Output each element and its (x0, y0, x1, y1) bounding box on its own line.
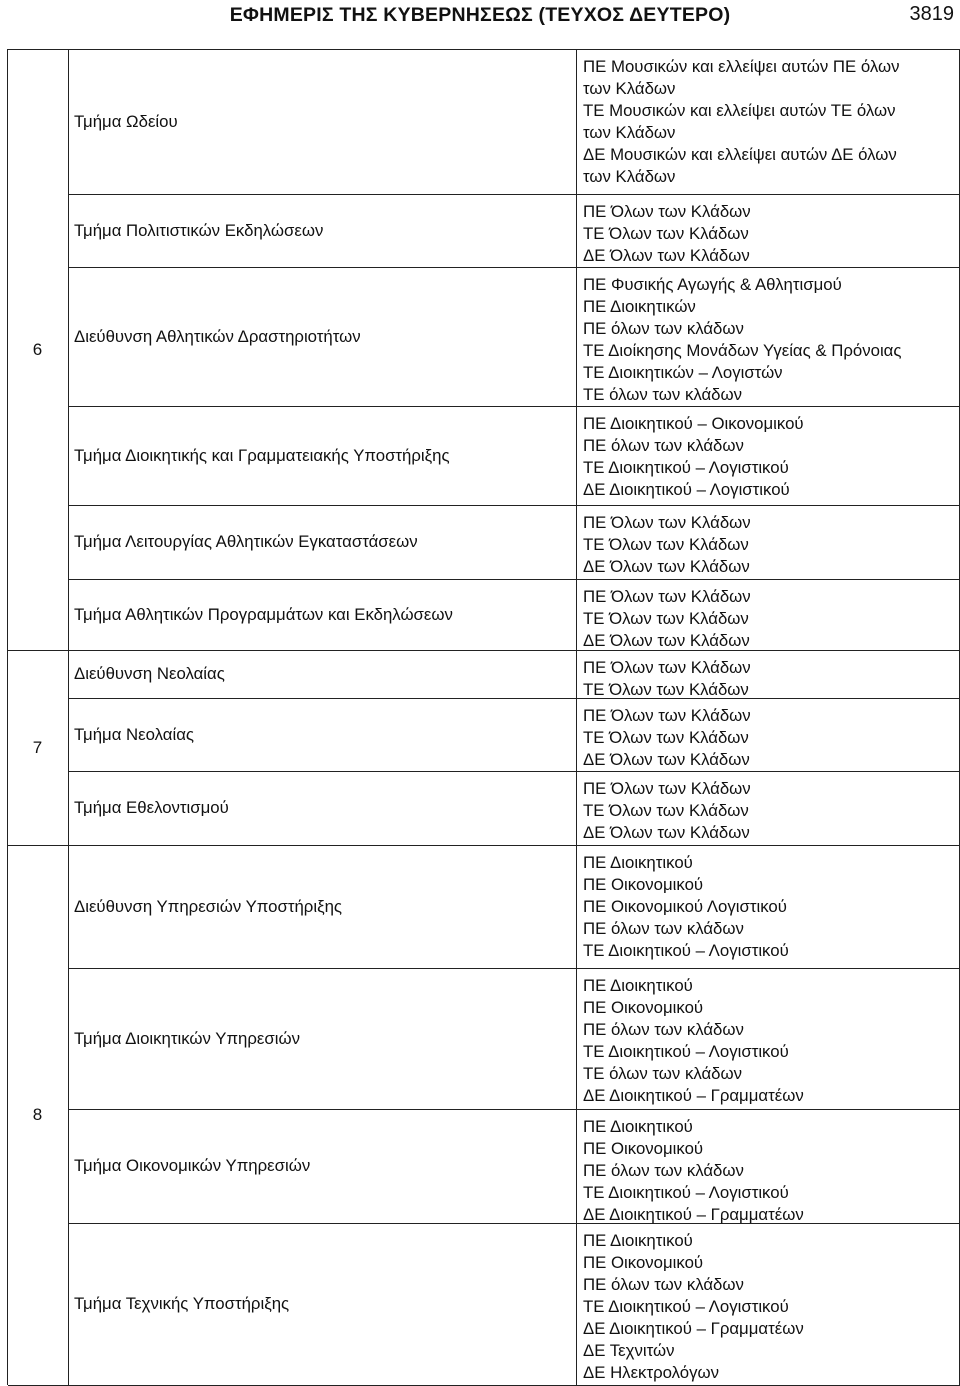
table-row (69, 651, 960, 699)
column-divider (576, 50, 577, 194)
category-item: ΠΕ Όλων των Κλάδων (583, 513, 751, 532)
table-row (69, 1224, 960, 1386)
category-item: ΠΕ Διοικητικών (583, 297, 696, 316)
category-item: ΠΕ όλων των κλάδων (583, 1275, 744, 1294)
table-row (69, 969, 960, 1110)
category-item: ΤΕ Όλων των Κλάδων (583, 801, 749, 820)
table-row (69, 846, 960, 969)
table-row (69, 268, 960, 407)
group-cell (8, 846, 69, 1386)
category-item: ΔΕ Τεχνιτών (583, 1341, 675, 1360)
unit-name: Τμήμα Εθελοντισμού (74, 798, 229, 817)
category-item: ΔΕ Όλων των Κλάδων (583, 631, 750, 650)
category-item: ΠΕ Όλων των Κλάδων (583, 706, 751, 725)
category-item: ΠΕ Διοικητικού (583, 1231, 693, 1250)
category-item: ΠΕ Οικονομικού (583, 875, 704, 894)
category-item: ΠΕ όλων των κλάδων (583, 436, 744, 455)
category-item: ΤΕ Όλων των Κλάδων (583, 728, 749, 747)
column-divider (576, 195, 577, 267)
category-item: ΔΕ Όλων των Κλάδων (583, 750, 750, 769)
column-divider (576, 969, 577, 1109)
category-item: ΤΕ όλων των κλάδων (583, 1064, 743, 1083)
category-item: ΤΕ όλων των κλάδων (583, 385, 743, 404)
unit-name: Τμήμα Οικονομικών Υπηρεσιών (74, 1156, 311, 1175)
category-item: ΤΕ Όλων των Κλάδων (583, 609, 749, 628)
category-list (583, 586, 960, 652)
unit-name: Τμήμα Τεχνικής Υποστήριξης (74, 1294, 290, 1313)
group-number: 8 (32, 1105, 43, 1124)
table-row (69, 1110, 960, 1224)
category-item: ΠΕ Όλων των Κλάδων (583, 779, 751, 798)
category-item: ΤΕ Διοικητικού – Λογιστικού (583, 1042, 789, 1061)
unit-name: Τμήμα Αθλητικών Προγραμμάτων και Εκδηλώσεων (74, 605, 453, 624)
page-header (0, 0, 960, 34)
unit-name: Διεύθυνση Υπηρεσιών Υποστήριξης (74, 897, 343, 916)
category-item: ΤΕ Διοικητικού – Λογιστικού (583, 458, 789, 477)
category-list (583, 852, 960, 962)
gazette-title: ΕΦΗΜΕΡΙΣ ΤΗΣ ΚΥΒΕΡΝΗΣΕΩΣ (ΤΕΥΧΟΣ ΔΕΥΤΕΡΟ) (229, 4, 731, 26)
unit-name: Τμήμα Διοικητικής και Γραμματειακής Υποστήριξης (74, 446, 450, 465)
category-item: ΔΕ Διοικητικού – Λογιστικού (583, 480, 790, 499)
category-item: ΔΕ Ηλεκτρολόγων (583, 1363, 719, 1382)
column-divider (576, 1224, 577, 1385)
category-item: ΠΕ Όλων των Κλάδων (583, 587, 751, 606)
category-list (583, 56, 960, 188)
category-item: ΠΕ όλων των κλάδων (583, 1020, 744, 1039)
table-row (69, 195, 960, 268)
category-item: ΤΕ Όλων των Κλάδων (583, 535, 749, 554)
category-item: ΤΕ Όλων των Κλάδων (583, 680, 749, 699)
column-divider (576, 651, 577, 698)
category-list (583, 1230, 960, 1384)
category-item: ΔΕ Όλων των Κλάδων (583, 823, 750, 842)
category-item: ΤΕ Όλων των Κλάδων (583, 224, 749, 243)
category-item: ΠΕ Διοικητικού (583, 976, 693, 995)
category-item: ΠΕ Όλων των Κλάδων (583, 202, 751, 221)
unit-name: Διεύθυνση Αθλητικών Δραστηριοτήτων (74, 327, 361, 346)
category-item: ΠΕ Διοικητικού (583, 1117, 693, 1136)
table-row (69, 407, 960, 506)
column-divider (576, 268, 577, 406)
column-divider (576, 772, 577, 845)
unit-name: Τμήμα Ωδείου (74, 112, 178, 131)
category-item: των Κλάδων (583, 79, 676, 98)
category-list (583, 413, 960, 501)
category-item: ΔΕ Όλων των Κλάδων (583, 246, 750, 265)
unit-name: Τμήμα Νεολαίας (74, 725, 195, 744)
category-list (583, 705, 960, 771)
category-item: ΤΕ Μουσικών και ελλείψει αυτών ΤΕ όλων (583, 101, 896, 120)
category-item: ΠΕ Όλων των Κλάδων (583, 658, 751, 677)
table-row (69, 506, 960, 580)
group-number: 7 (32, 738, 43, 757)
column-divider (576, 506, 577, 579)
category-item: ΠΕ Μουσικών και ελλείψει αυτών ΠΕ όλων (583, 57, 900, 76)
table-row (69, 699, 960, 772)
unit-name: Διεύθυνση Νεολαίας (74, 664, 225, 683)
category-item: ΠΕ Οικονομικού Λογιστικού (583, 897, 787, 916)
category-item: ΤΕ Διοικητικού – Λογιστικού (583, 941, 789, 960)
unit-name: Τμήμα Διοικητικών Υπηρεσιών (74, 1029, 300, 1048)
category-item: ΠΕ Οικονομικού (583, 1139, 704, 1158)
column-divider (576, 407, 577, 505)
category-item: ΠΕ Φυσικής Αγωγής & Αθλητισμού (583, 275, 842, 294)
page-number: 3819 (909, 3, 954, 25)
column-divider (576, 1110, 577, 1223)
category-item: ΔΕ Διοικητικού – Γραμματέων (583, 1205, 804, 1224)
table-row (69, 50, 960, 195)
category-item: ΤΕ Διοικητικού – Λογιστικού (583, 1297, 789, 1316)
category-list (583, 657, 960, 701)
category-item: ΤΕ Διοικητικού – Λογιστικού (583, 1183, 789, 1202)
category-list (583, 975, 960, 1107)
category-item: ΠΕ Διοικητικού (583, 853, 693, 872)
category-item: ΠΕ όλων των κλάδων (583, 1161, 744, 1180)
category-list (583, 1116, 960, 1226)
category-list (583, 778, 960, 844)
category-item: ΔΕ Μουσικών και ελλείψει αυτών ΔΕ όλων (583, 145, 897, 164)
category-item: ΔΕ Όλων των Κλάδων (583, 557, 750, 576)
unit-name: Τμήμα Λειτουργίας Αθλητικών Εγκαταστάσεων (74, 532, 418, 551)
group-cell (8, 651, 69, 846)
group-number: 6 (32, 340, 43, 359)
category-item: ΠΕ Οικονομικού (583, 1253, 704, 1272)
unit-name: Τμήμα Πολιτιστικών Εκδηλώσεων (74, 221, 324, 240)
group-cell (8, 50, 69, 651)
column-divider (576, 846, 577, 968)
category-item: ΤΕ Διοίκησης Μονάδων Υγείας & Πρόνοιας (583, 341, 902, 360)
category-item: των Κλάδων (583, 123, 676, 142)
category-list (583, 512, 960, 578)
category-item: ΤΕ Διοικητικών – Λογιστών (583, 363, 783, 382)
column-divider (576, 580, 577, 650)
category-list (583, 274, 960, 406)
category-item: ΠΕ όλων των κλάδων (583, 919, 744, 938)
category-list (583, 201, 960, 267)
category-item: ΠΕ όλων των κλάδων (583, 319, 744, 338)
table-row (69, 772, 960, 846)
category-item: ΔΕ Διοικητικού – Γραμματέων (583, 1086, 804, 1105)
column-divider (576, 699, 577, 771)
category-item: των Κλάδων (583, 167, 676, 186)
table-row (69, 580, 960, 651)
units-table (7, 49, 960, 1385)
category-item: ΠΕ Διοικητικού – Οικονομικού (583, 414, 804, 433)
category-item: ΔΕ Διοικητικού – Γραμματέων (583, 1319, 804, 1338)
category-item: ΠΕ Οικονομικού (583, 998, 704, 1017)
